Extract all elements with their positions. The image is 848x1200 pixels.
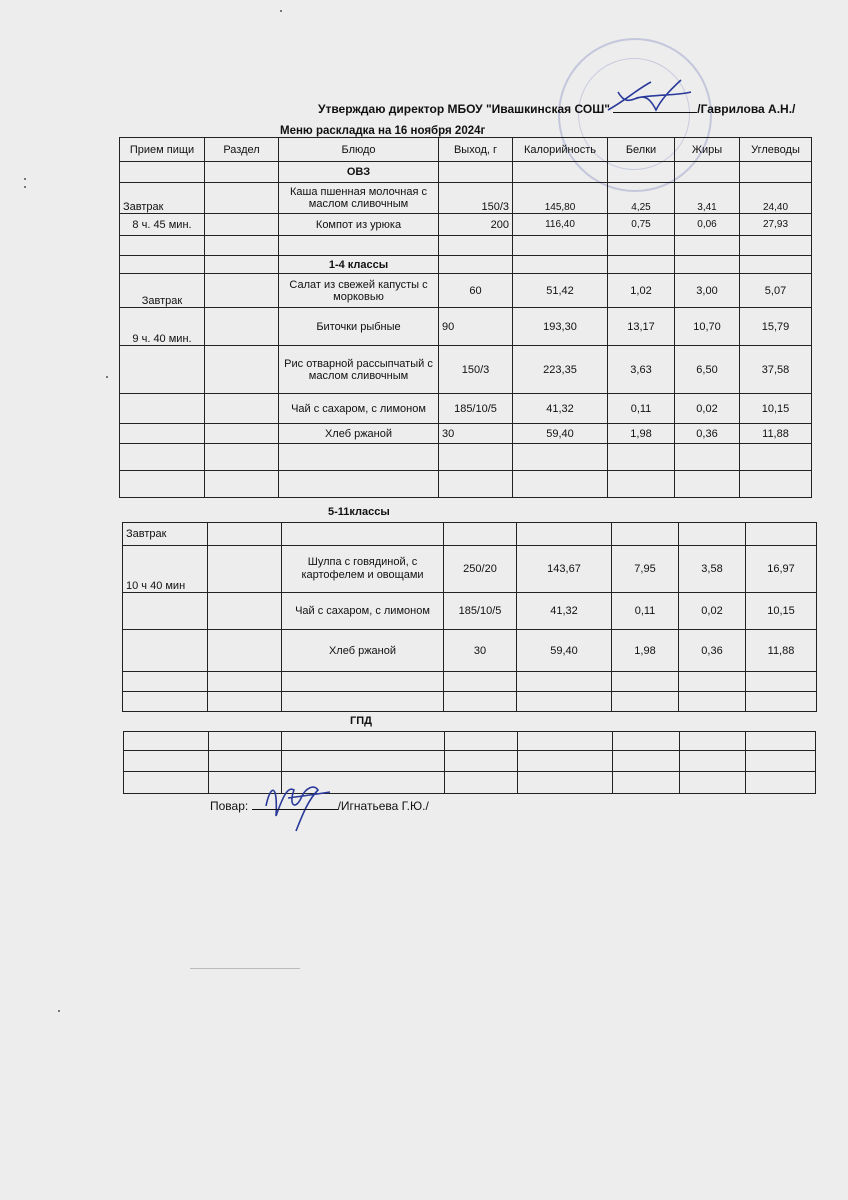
section-title-1-4: 1-4 классы — [279, 256, 439, 274]
signature-line — [613, 101, 697, 113]
dish-kcal: 193,30 — [513, 308, 608, 346]
table-row — [123, 546, 817, 593]
table-row — [123, 523, 817, 546]
col-carbs: Углеводы — [740, 138, 812, 162]
dish-yield: 150/3 — [439, 183, 513, 214]
col-protein: Белки — [608, 138, 675, 162]
dish-kcal: 116,40 — [513, 214, 608, 236]
section-title-ovz: ОВЗ — [279, 162, 439, 183]
dish-kcal: 223,35 — [513, 346, 608, 394]
dish-carbs: 5,07 — [740, 274, 812, 308]
scan-speck — [58, 1010, 60, 1012]
director-signature — [596, 70, 696, 125]
scan-speck — [24, 178, 26, 180]
table-row — [123, 593, 817, 630]
dish-yield: 30 — [439, 424, 513, 444]
dish-protein: 0,75 — [608, 214, 675, 236]
cook-label: Повар: — [210, 799, 249, 813]
dish-protein: 1,98 — [612, 630, 679, 672]
col-fat: Жиры — [675, 138, 740, 162]
table-row — [120, 394, 812, 424]
menu-table-main — [119, 137, 812, 498]
dish-name: Каша пшенная молочная с маслом сливочным — [279, 183, 439, 214]
col-section: Раздел — [205, 138, 279, 162]
dish-yield: 60 — [439, 274, 513, 308]
empty-row — [123, 672, 817, 692]
dish-yield: 90 — [439, 308, 513, 346]
dish-protein: 4,25 — [608, 183, 675, 214]
dish-carbs: 27,93 — [740, 214, 812, 236]
dish-protein: 7,95 — [612, 546, 679, 593]
dish-yield: 250/20 — [444, 546, 517, 593]
table-row — [120, 308, 812, 346]
meal-label: Завтрак — [120, 183, 205, 214]
menu-table-5-11 — [122, 522, 817, 712]
meal-time: 8 ч. 45 мин. — [120, 214, 205, 236]
dish-fat: 10,70 — [675, 308, 740, 346]
meal-time: 10 ч 40 мин — [123, 546, 208, 593]
dish-kcal: 59,40 — [517, 630, 612, 672]
dish-fat: 3,41 — [675, 183, 740, 214]
dish-protein: 3,63 — [608, 346, 675, 394]
dish-name: Хлеб ржаной — [282, 630, 444, 672]
scan-speck — [106, 376, 108, 378]
dish-yield: 185/10/5 — [444, 593, 517, 630]
dish-protein: 1,98 — [608, 424, 675, 444]
table-row — [120, 274, 812, 308]
menu-table-gpd — [123, 731, 816, 794]
col-meal: Прием пищи — [120, 138, 205, 162]
approval-line — [318, 101, 795, 116]
dish-carbs: 37,58 — [740, 346, 812, 394]
scan-speck — [24, 186, 26, 188]
dish-carbs: 16,97 — [746, 546, 817, 593]
dish-yield: 30 — [444, 630, 517, 672]
empty-row — [120, 236, 812, 256]
dish-yield: 150/3 — [439, 346, 513, 394]
empty-row — [123, 692, 817, 712]
dish-kcal: 145,80 — [513, 183, 608, 214]
dish-protein: 0,11 — [608, 394, 675, 424]
cook-signature-line — [252, 798, 338, 810]
dish-protein: 13,17 — [608, 308, 675, 346]
dish-carbs: 10,15 — [740, 394, 812, 424]
col-yield: Выход, г — [439, 138, 513, 162]
dish-name: Рис отварной рассыпчатый с маслом сливочным — [279, 346, 439, 394]
dish-protein: 0,11 — [612, 593, 679, 630]
table-row — [120, 214, 812, 236]
dish-kcal: 41,32 — [513, 394, 608, 424]
table-header-row — [120, 138, 812, 162]
scan-streak — [190, 968, 300, 969]
dish-fat: 3,58 — [679, 546, 746, 593]
table-row — [120, 183, 812, 214]
table-row — [120, 424, 812, 444]
empty-row — [120, 444, 812, 471]
section-title-5-11: 5-11классы — [328, 506, 390, 518]
meal-label: Завтрак — [120, 274, 205, 308]
dish-kcal: 59,40 — [513, 424, 608, 444]
dish-fat: 6,50 — [675, 346, 740, 394]
section-row-ovz — [120, 162, 812, 183]
dish-yield: 185/10/5 — [439, 394, 513, 424]
dish-fat: 0,02 — [679, 593, 746, 630]
dish-carbs: 11,88 — [746, 630, 817, 672]
approval-prefix: Утверждаю директор МБОУ "Ивашкинская СОШ" — [318, 102, 610, 116]
empty-row — [124, 772, 816, 794]
dish-name: Шулпа с говядиной, с картофелем и овощами — [282, 546, 444, 593]
dish-yield: 200 — [439, 214, 513, 236]
cook-line — [210, 798, 429, 813]
section-row-1-4 — [120, 256, 812, 274]
dish-kcal: 51,42 — [513, 274, 608, 308]
menu-title: Меню раскладка на 16 ноября 2024г — [280, 125, 486, 137]
dish-carbs: 10,15 — [746, 593, 817, 630]
empty-row — [124, 732, 816, 751]
dish-name: Биточки рыбные — [279, 308, 439, 346]
meal-time: 9 ч. 40 мин. — [120, 308, 205, 346]
empty-row — [124, 751, 816, 772]
dish-carbs: 24,40 — [740, 183, 812, 214]
section-title-gpd: ГПД — [350, 715, 372, 727]
dish-fat: 0,36 — [675, 424, 740, 444]
dish-fat: 0,02 — [675, 394, 740, 424]
col-dish: Блюдо — [279, 138, 439, 162]
dish-fat: 0,36 — [679, 630, 746, 672]
cook-name: /Игнатьева Г.Ю./ — [337, 799, 429, 813]
dish-fat: 3,00 — [675, 274, 740, 308]
dish-carbs: 11,88 — [740, 424, 812, 444]
col-kcal: Калорийность — [513, 138, 608, 162]
dish-name: Хлеб ржаной — [279, 424, 439, 444]
dish-name: Чай с сахаром, с лимоном — [279, 394, 439, 424]
dish-kcal: 41,32 — [517, 593, 612, 630]
table-row — [120, 346, 812, 394]
dish-fat: 0,06 — [675, 214, 740, 236]
dish-name: Салат из свежей капусты с морковью — [279, 274, 439, 308]
empty-row — [120, 471, 812, 498]
dish-kcal: 143,67 — [517, 546, 612, 593]
meal-label: Завтрак — [123, 523, 208, 546]
dish-carbs: 15,79 — [740, 308, 812, 346]
table-row — [123, 630, 817, 672]
dish-name: Компот из урюка — [279, 214, 439, 236]
approval-name: /Гаврилова А.Н./ — [697, 102, 796, 116]
dish-protein: 1,02 — [608, 274, 675, 308]
scan-speck — [280, 10, 282, 12]
dish-name: Чай с сахаром, с лимоном — [282, 593, 444, 630]
